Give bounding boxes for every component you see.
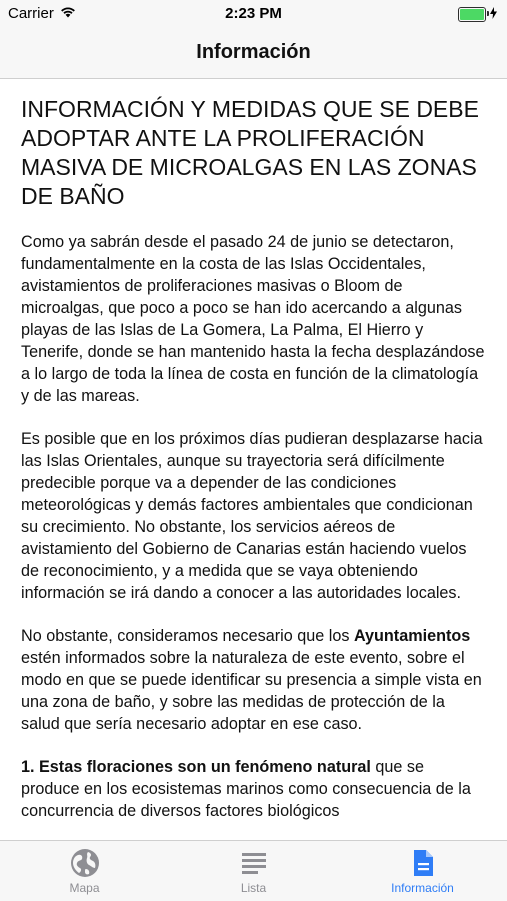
article-paragraph-4 (21, 756, 485, 822)
globe-icon (70, 848, 100, 878)
tab-informacion[interactable] (338, 841, 507, 901)
status-bar (0, 0, 507, 28)
article-paragraph-2: Es posible que en los próximos días pudieran desplazarse hacia las Islas Orientales, aunque su trayectoria será difícilmente predecible porque va a depender de las condiciones meteorológicas y demás factores ambientales que condicionan su crecimiento. No obstante, los servicios aéreos de avistamiento del Gobierno de Canarias están haciendo vuelos de reconocimiento, y a medida que se vaya obteniendo información se irá dando a conocer a las autoridades locales. (21, 430, 483, 602)
bold-heading-1: 1. Estas floraciones son un fenómeno natural (21, 758, 371, 776)
paragraph-text: No obstante, consideramos necesario que los (21, 627, 354, 645)
tab-bar (0, 840, 507, 901)
bold-ayuntamientos: Ayuntamientos (353, 627, 471, 645)
page-title: Información (196, 41, 311, 63)
navigation-bar (0, 28, 507, 79)
charging-icon (490, 6, 497, 23)
battery-icon (458, 7, 486, 22)
article-paragraph-1: Como ya sabrán desde el pasado 24 de junio se detectaron, fundamentalmente en la costa de las Islas Occidentales, avistamientos de proliferaciones masivas o Bloom de microalgas, que poco a poco se han ido acercando a algunas playas de las Islas de La Gomera, La Palma, El Hierro y Tenerife, donde se han mantenido hasta la fecha desplazándose a lo largo de toda la línea de costa en función de la climatología y de las mareas. (21, 233, 485, 405)
article-title: INFORMACIÓN Y MEDIDAS QUE SE DEBE ADOPTAR ANTE LA PROLIFERACIÓN MASIVA DE MICROALGAS EN LAS ZONAS DE BAÑO (21, 96, 479, 209)
article-scroll-view[interactable] (0, 79, 507, 841)
paragraph-text: estén informados sobre la naturaleza de este evento, sobre el modo en que se puede identificar su presencia a simple vista en una zona de baño, y sobre las medidas de protección de la salud que sería necesario adoptar en ese caso. (21, 649, 482, 733)
tab-label-informacion: Información (391, 881, 454, 895)
status-time: 2:23 PM (225, 5, 282, 22)
paragraph-text: que se produce en los ecosistemas marinos como consecuencia de la concurrencia de diversos factores biológicos (21, 758, 471, 820)
document-icon (408, 848, 438, 878)
list-icon (239, 848, 269, 878)
carrier-label: Carrier (8, 5, 54, 22)
status-right (458, 6, 497, 23)
article-paragraph-3 (21, 625, 485, 735)
tab-mapa[interactable] (0, 841, 169, 901)
tab-label-mapa: Mapa (69, 881, 100, 895)
article-body (0, 79, 507, 822)
tab-label-lista: Lista (240, 881, 267, 895)
tab-lista[interactable] (169, 841, 338, 901)
